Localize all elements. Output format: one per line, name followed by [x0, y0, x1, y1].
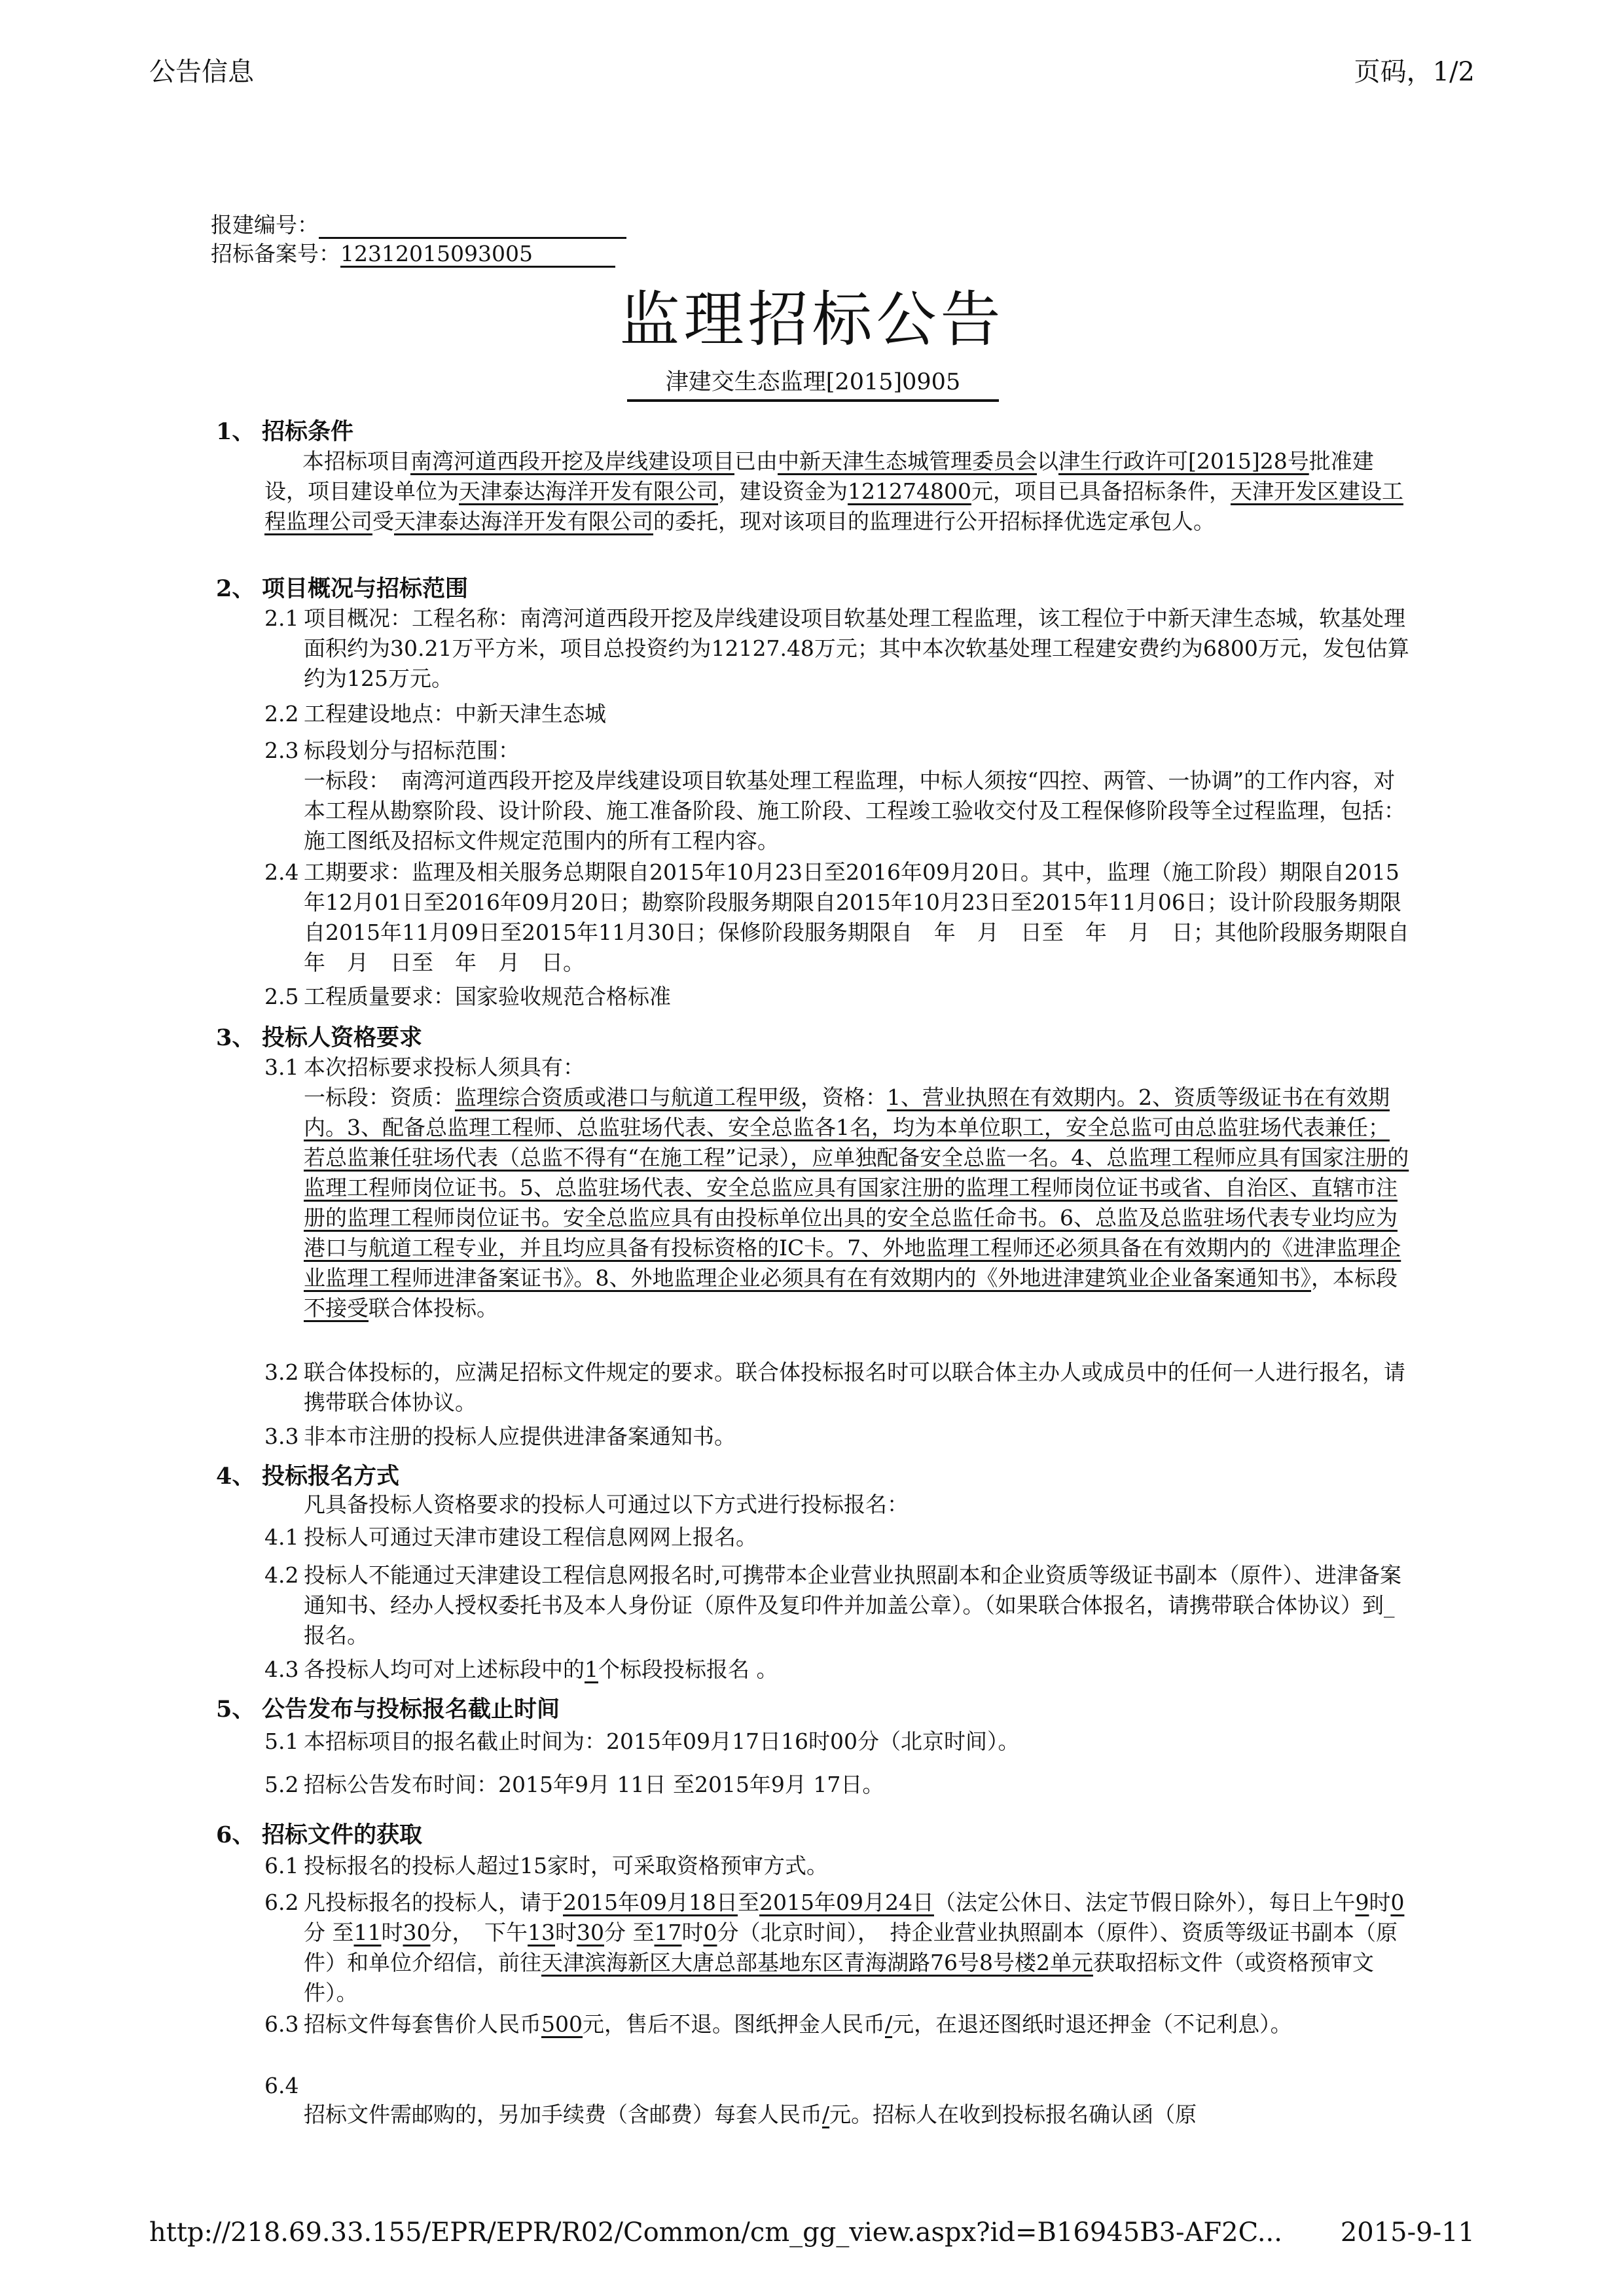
item-text: 工程质量要求：国家验收规范合格标准: [304, 984, 671, 1009]
item-text: 非本市注册的投标人应提供进津备案通知书。: [304, 1424, 736, 1449]
item-text: 投标人可通过天津市建设工程信息网网上报名。: [304, 1524, 757, 1550]
project-name: 南湾河道西段开挖及岸线建设项目: [410, 448, 734, 474]
pm-start-hour: 13: [528, 1920, 555, 1945]
lot-text: ，资格：: [801, 1085, 887, 1110]
section-3-number: 3、: [216, 1024, 255, 1051]
item-text: 获取招标文件（或资格预审文件）。: [304, 1950, 1374, 2005]
lot-label: 一标段：资质：: [304, 1085, 455, 1110]
item-text: 投标人不能通过天津建设工程信息网报名时,可携带本企业营业执照副本和企业资质等级证书副本（原件）、进津备案通知书、经办人授权委托书及本人身份证（原件及复印件并加盖公章）。（如果联合体报名，请携带联合体协议）到_报名。: [304, 1562, 1401, 1648]
s1-text: 受: [372, 509, 394, 534]
section-5-heading: [216, 1691, 560, 1724]
item-text: ， 下午: [452, 1920, 528, 1945]
item-3-1-lot: [304, 1083, 1410, 1323]
page-title: 监理招标公告: [619, 285, 1005, 355]
item-text: 分: [604, 1920, 626, 1945]
item-4-2: [264, 1560, 1410, 1651]
s1-text: 本招标项目: [302, 448, 410, 474]
item-5-2: [264, 1770, 1410, 1800]
s1-text: 已由: [734, 448, 778, 474]
am-end-hour: 11: [353, 1920, 382, 1945]
item-text: 时: [555, 1920, 577, 1945]
lot-count: 1: [585, 1657, 598, 1682]
joint-venture-status: 不接受: [304, 1295, 369, 1321]
item-2-3: [264, 736, 1410, 766]
item-number: 4.3: [264, 1657, 299, 1682]
item-text: 工程建设地点：中新天津生态城: [304, 701, 606, 726]
am-end-minute: 30: [403, 1920, 431, 1945]
section-6-heading: [216, 1817, 422, 1850]
item-number: 5.1: [264, 1729, 299, 1754]
item-text: （法定公休日、法定节假日除外），每日上午: [933, 1890, 1356, 1915]
item-text: 项目概况：工程名称：南湾河道西段开挖及岸线建设项目软基处理工程监理，该工程位于中新天津生态城，软基处理面积约为30.21万平方米，项目总投资约为12127.48万元；其中本次软基处理工程建安费约为6800万元，发包估算约为125万元。: [304, 605, 1409, 691]
project-owner-2: 天津泰达海洋开发有限公司: [394, 509, 653, 534]
filing-number-value: 12312015093005: [340, 241, 615, 268]
am-start-hour: 9: [1355, 1890, 1369, 1915]
item-2-5: [264, 982, 1410, 1012]
filing-number-label: 招标备案号：: [211, 241, 340, 266]
item-2-2: [264, 699, 1410, 729]
document-price: 500: [541, 2011, 583, 2037]
item-text: 分: [304, 1920, 325, 1945]
item-text: 标段划分与招标范围：: [304, 738, 520, 763]
footer-url: http://218.69.33.155/EPR/EPR/R02/Common/cm_gg_view.aspx?id=B16945B3-AF2C...: [149, 2217, 1282, 2248]
item-6-4: [304, 2100, 1410, 2130]
page-number: 页码，1/2: [1354, 57, 1475, 87]
project-owner: 天津泰达海洋开发有限公司: [459, 478, 718, 504]
pm-end-hour: 17: [654, 1920, 682, 1945]
item-text: 招标公告发布时间：2015年9月 11日 至2015年9月 17日。: [304, 1772, 884, 1797]
item-text: 时: [681, 1920, 704, 1945]
item-text: 时: [381, 1920, 403, 1945]
drawing-deposit: /: [885, 2011, 893, 2037]
item-6-2: [264, 1888, 1410, 2008]
section-3-heading: [216, 1020, 422, 1052]
item-number: 3.3: [264, 1424, 299, 1449]
pm-start-minute: 30: [577, 1920, 604, 1945]
approving-authority: 中新天津生态城管理委员会: [778, 448, 1037, 474]
item-text: 至: [737, 1890, 759, 1915]
item-number: 3.2: [264, 1359, 299, 1385]
item-number: 2.3: [264, 738, 299, 763]
footer-date: 2015-9-11: [1340, 2217, 1475, 2248]
item-text: 时: [1369, 1890, 1391, 1915]
sale-start-date: 2015年09月18日: [563, 1890, 738, 1915]
pm-end-minute: 0: [703, 1920, 717, 1945]
item-text: 投标报名的投标人超过15家时，可采取资格预审方式。: [304, 1853, 828, 1878]
item-6-1: [264, 1851, 1410, 1881]
item-number: 2.1: [264, 605, 299, 631]
qualification: 监理综合资质或港口与航道工程甲级: [455, 1085, 801, 1110]
filing-number-line: [211, 237, 615, 268]
s1-text: 的委托，现对该项目的监理进行公开招标择优选定承包人。: [653, 509, 1215, 534]
item-text: 招标文件需邮购的，另加手续费（含邮费）每套人民币: [304, 2102, 822, 2127]
item-2-3-lot: 一标段： 南湾河道西段开挖及岸线建设项目软基处理工程监理，中标人须按“四控、两管、一协调”的工作内容，对本工程从勘察阶段、设计阶段、施工准备阶段、施工阶段、工程竣工验收交付及工程保修阶段等全过程监理，包括：施工图纸及招标文件规定范围内的所有工程内容。: [304, 768, 1405, 853]
item-number: 3.1: [264, 1054, 299, 1080]
item-text: 元，在退还图纸时退还押金（不记利息）。: [892, 2011, 1292, 2037]
item-number: 4.2: [264, 1562, 299, 1588]
item-4-3: [264, 1655, 1410, 1685]
postage-fee: /: [822, 2102, 830, 2127]
fund-amount: 121274800: [848, 478, 971, 504]
section-5-number: 5、: [216, 1696, 255, 1723]
lot-text: 联合体投标。: [369, 1295, 498, 1321]
item-number: 4.1: [264, 1524, 299, 1550]
item-text: 分: [717, 1920, 739, 1945]
section-2-heading: [216, 571, 468, 603]
lot-text: ，本标段: [1311, 1265, 1398, 1291]
item-text: 个标段投标报名 。: [598, 1657, 778, 1682]
section-4-heading: [216, 1458, 399, 1491]
section-1-heading: [216, 414, 353, 446]
s1-text: 批准建设，项目建设单位为: [264, 448, 1374, 504]
build-number-line: [211, 208, 626, 239]
item-text: 本招标项目的报名截止时间为：2015年09月17日16时00分（北京时间）。: [304, 1729, 1020, 1754]
section-2-number: 2、: [216, 575, 255, 602]
qualification-requirements: 1、营业执照在有效期内。2、资质等级证书在有效期内。3、配备总监理工程师、总监驻场代表、安全总监各1名，均为本单位职工，安全总监可由总监驻场代表兼任；若总监兼任驻场代表（总监不得有“在施工程”记录），应单独配备安全总监一名。4、总监理工程师应具有国家注册的监理工程师岗位证书。5、总监驻场代表、安全总监应具有国家注册的监理工程师岗位证书或省、自治区、直辖市注册的监理工程师岗位证书。安全总监应具有由投标单位出具的安全总监任命书。6、总监及总监驻场代表专业均应为港口与航道工程专业，并且均应具备有投标资格的IC卡。7、外地监理工程师还必须具备在有效期内的《进津监理企业监理工程师进津备案证书》。8、外地监理企业必须具有在有效期内的《外地进津建筑业企业备案通知书》: [304, 1085, 1409, 1291]
item-text: 凡投标报名的投标人，请于: [304, 1890, 563, 1915]
item-text: 联合体投标的，应满足招标文件规定的要求。联合体投标报名时可以联合体主办人或成员中的任何一人进行报名，请携带联合体协议。: [304, 1359, 1405, 1415]
section-5-title: 公告发布与投标报名截止时间: [262, 1696, 560, 1723]
section-1-title: 招标条件: [262, 418, 354, 445]
item-text: 各投标人均可对上述标段中的: [304, 1657, 585, 1682]
section-4-intro: 凡具备投标人资格要求的投标人可通过以下方式进行投标报名：: [304, 1492, 909, 1517]
permit-number: 津生行政许可[2015]28号: [1058, 448, 1309, 474]
build-number-value: [319, 212, 626, 239]
item-6-3: [264, 2009, 1410, 2039]
section-3-title: 投标人资格要求: [262, 1024, 423, 1051]
document-number: 津建交生态监理[2015]0905: [627, 364, 999, 402]
item-text: 元。招标人在收到投标报名确认函（原: [829, 2102, 1197, 2127]
item-number: 2.4: [264, 859, 299, 885]
item-text: 元，售后不退。图纸押金人民币: [583, 2011, 885, 2037]
item-text: 招标文件每套售价人民币: [304, 2011, 541, 2037]
section-4-title: 投标报名方式: [262, 1463, 400, 1490]
section-2-title: 项目概况与招标范围: [262, 575, 469, 602]
item-text: 工期要求：监理及相关服务总期限自2015年10月23日至2016年09月20日。其中，监理（施工阶段）期限自2015年12月01日至2016年09月20日；勘察阶段服务期限自2015年10月23日至2015年11月06日；设计阶段服务期限自2015年11月09日至2015年11月30日；保修阶段服务期限自 年 月 日至 年 月 日；其他阶段服务期限自 年 月 日至 年 月 日。: [304, 859, 1431, 975]
header-left: 公告信息: [149, 57, 254, 87]
item-3-1: [264, 1052, 1410, 1083]
item-text: （北京时间）， 持企业营业执照副本（原件）、资质等级证书副本（原件）和单位介绍信，前往: [304, 1920, 1398, 1975]
item-3-2: [264, 1357, 1410, 1418]
item-text: 至: [332, 1920, 354, 1945]
item-3-3: [264, 1422, 1410, 1452]
s1-text: 元，项目已具备招标条件，: [971, 478, 1231, 504]
item-text: 分: [430, 1920, 452, 1945]
item-number: 6.1: [264, 1853, 299, 1878]
section-1-body: [264, 446, 1410, 537]
s1-text: 以: [1037, 448, 1058, 474]
section-1-number: 1、: [216, 418, 255, 445]
item-number: 6.2: [264, 1890, 299, 1915]
item-4-1: [264, 1522, 1410, 1552]
item-text: 本次招标要求投标人须具有：: [304, 1054, 585, 1080]
section-4-number: 4、: [216, 1463, 255, 1490]
am-start-minute: 0: [1390, 1890, 1405, 1915]
pickup-address: 天津滨海新区大唐总部基地东区青海湖路76号8号楼2单元: [541, 1950, 1093, 1975]
tender-agent: 天津开发区建设工程监理公司: [264, 478, 1403, 534]
item-2-1: [264, 603, 1410, 694]
item-2-4: [264, 857, 1431, 978]
item-text: 至: [632, 1920, 655, 1945]
s1-text: ，建设资金为: [718, 478, 848, 504]
build-number-label: 报建编号：: [211, 212, 319, 238]
item-6-4-number: 6.4: [264, 2073, 299, 2098]
section-6-title: 招标文件的获取: [262, 1821, 423, 1848]
item-number: 2.2: [264, 701, 299, 726]
item-number: 2.5: [264, 984, 299, 1009]
item-5-1: [264, 1727, 1410, 1757]
section-6-number: 6、: [216, 1821, 255, 1848]
sale-end-date: 2015年09月24日: [759, 1890, 934, 1915]
item-number: 6.3: [264, 2011, 299, 2037]
item-number: 5.2: [264, 1772, 299, 1797]
